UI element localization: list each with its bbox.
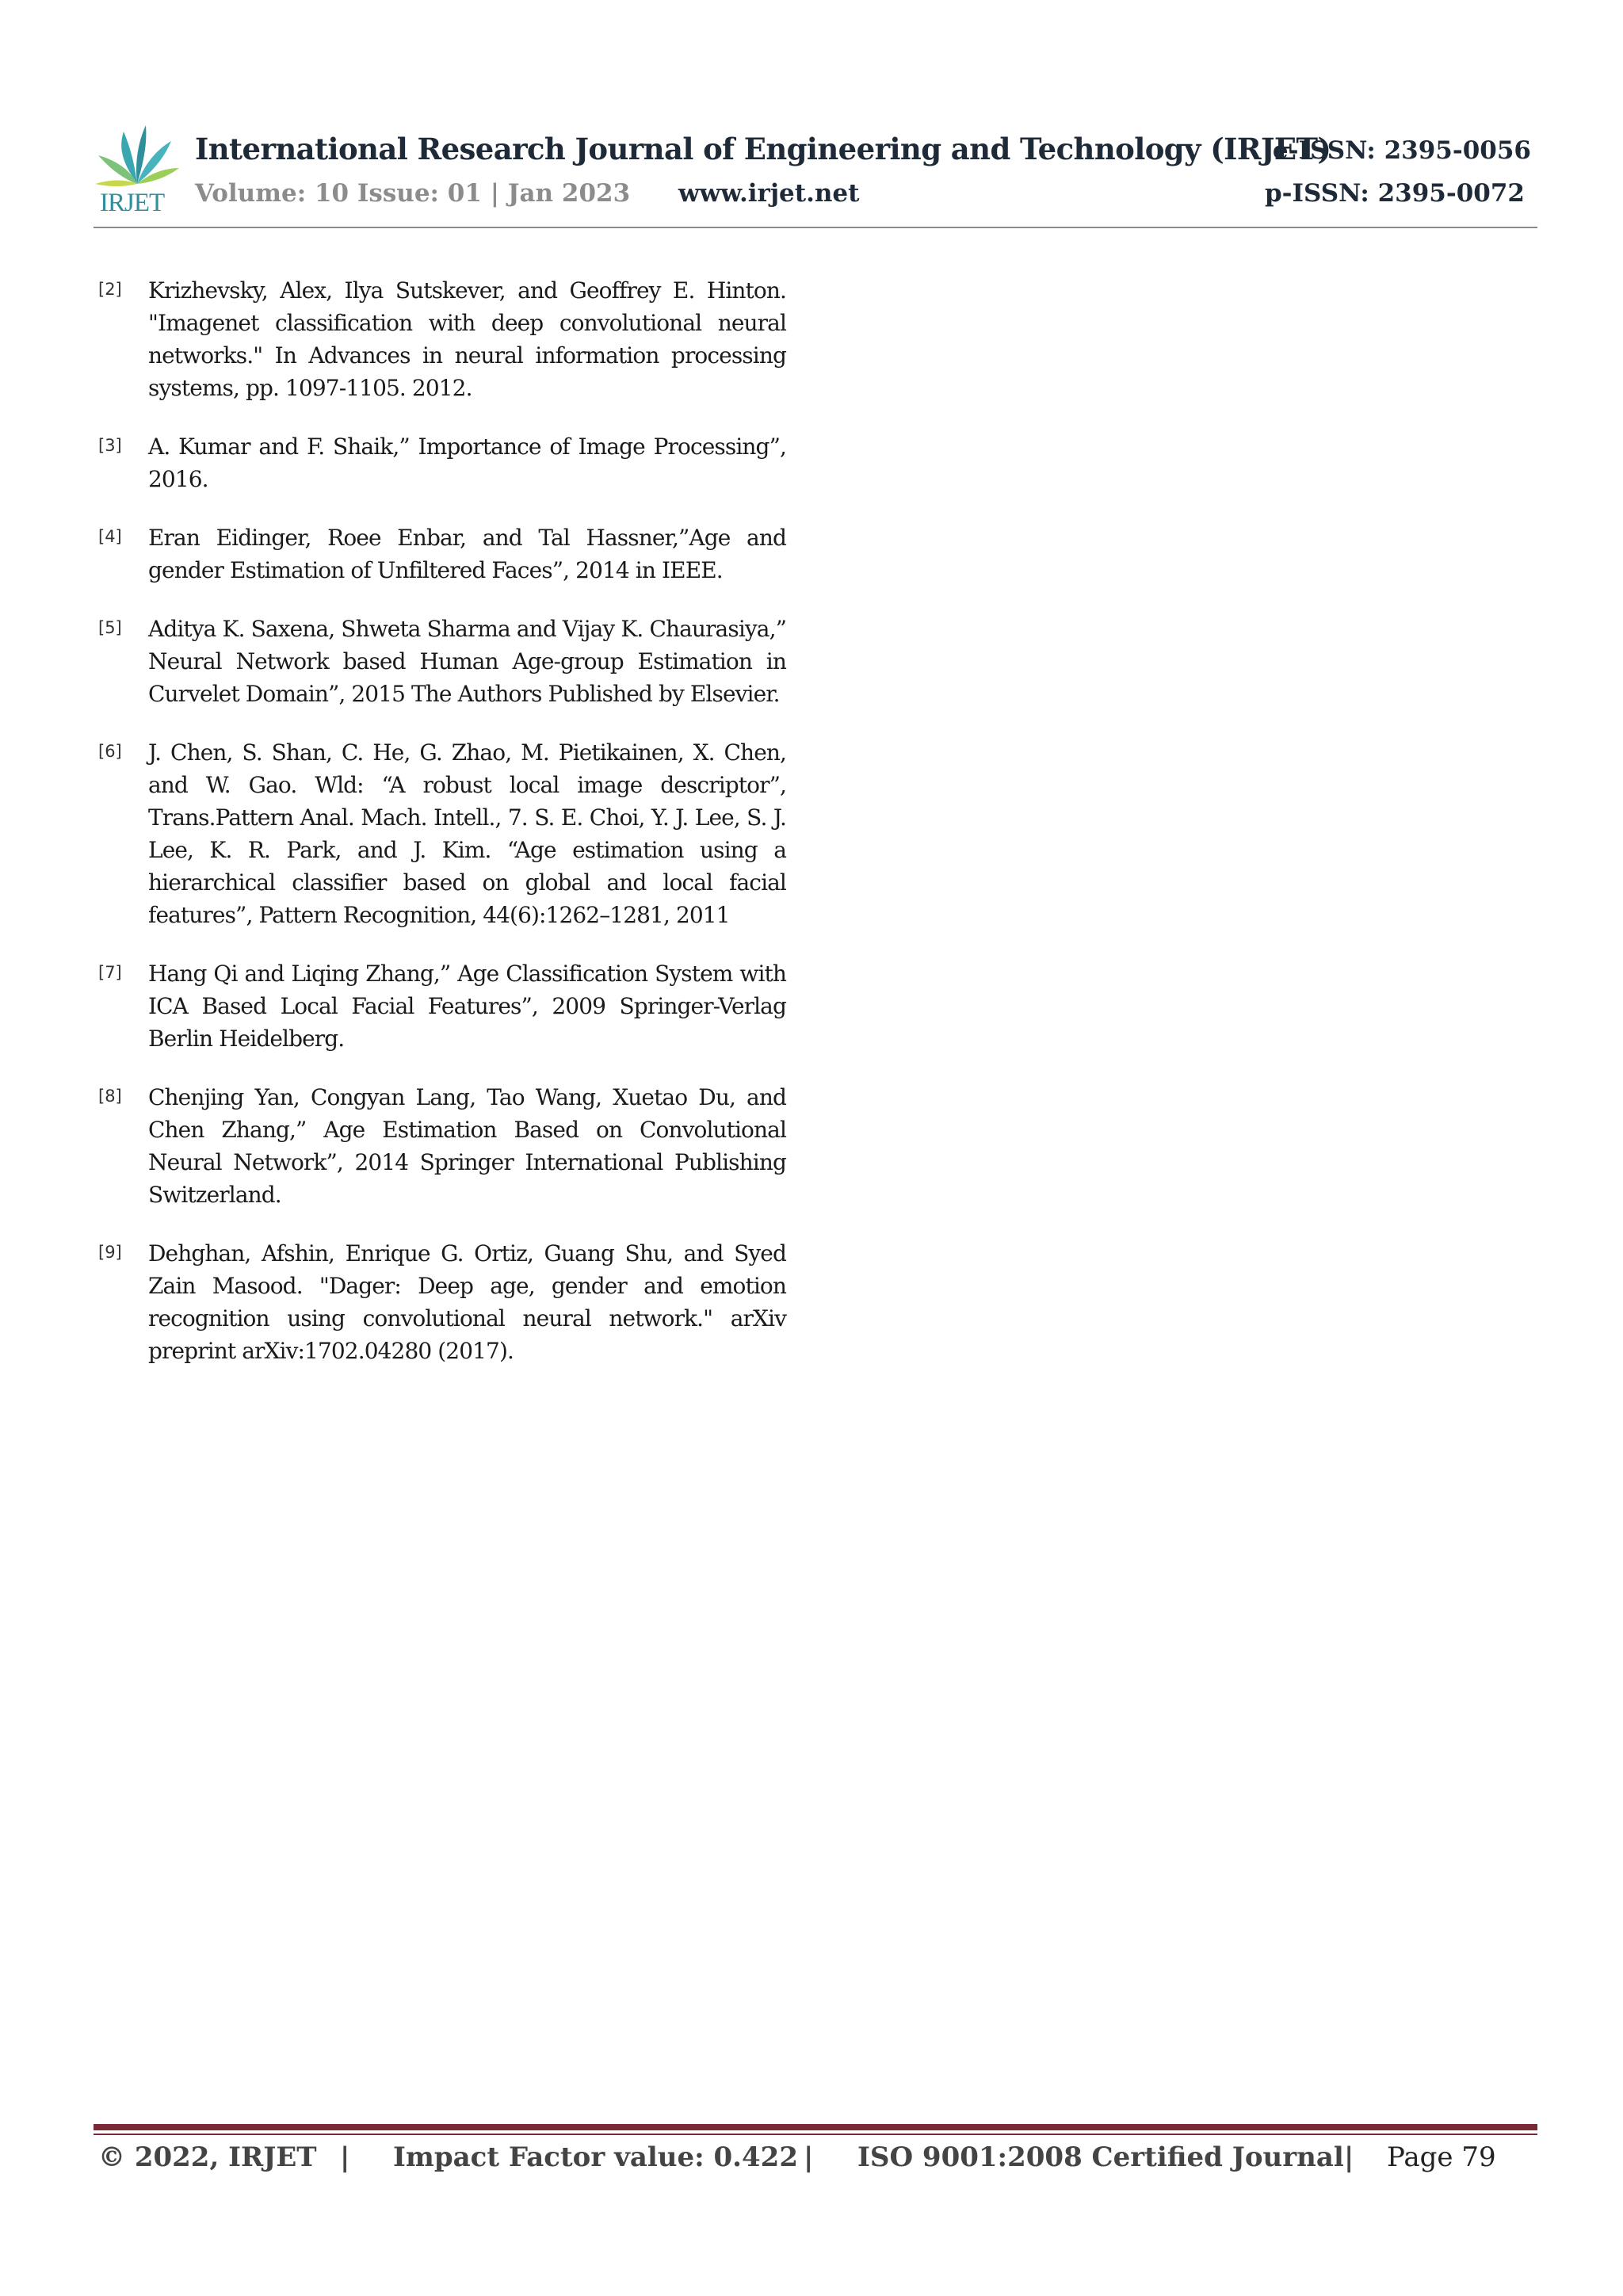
footer-divider-thick: [94, 2124, 1537, 2130]
irjet-logo-icon: [94, 119, 181, 218]
reference-item: [98, 957, 786, 1055]
footer-separator: |: [340, 2141, 350, 2173]
header-divider: [94, 227, 1537, 228]
reference-text: Krizhevsky, Alex, Ilya Sutskever, and Geoffrey E. Hinton. "Imagenet classification with deep convolutional neural networks." In Advances in neural information processing systems, pp. 1097-1105. 2012.: [148, 277, 786, 401]
reference-item: [98, 736, 786, 931]
reference-text: Aditya K. Saxena, Shweta Sharma and Vijay K. Chaurasiya,” Neural Network based Human Age-group Estimation in Curvelet Domain”, 2015 The Authors Published by Elsevier.: [148, 616, 786, 707]
reference-number: [7]: [98, 963, 122, 982]
footer-impact-factor: Impact Factor value: 0.422: [393, 2141, 798, 2173]
footer-separator: |: [1344, 2141, 1354, 2173]
reference-text: Hang Qi and Liqing Zhang,” Age Classification System with ICA Based Local Facial Features”, 2009 Springer-Verlag Berlin Heidelberg.: [148, 961, 786, 1052]
reference-number: [5]: [98, 618, 122, 637]
reference-item: [98, 274, 786, 404]
reference-number: [4]: [98, 527, 122, 546]
page-number: Page 79: [1387, 2141, 1496, 2173]
footer-separator: |: [804, 2141, 814, 2173]
reference-item: [98, 1237, 786, 1367]
reference-item: [98, 1081, 786, 1211]
journal-title: International Research Journal of Engineering and Technology (IRJET): [195, 132, 1331, 166]
reference-number: [6]: [98, 742, 122, 761]
logo-wordmark: IRJET: [100, 189, 165, 217]
reference-number: [3]: [98, 436, 122, 455]
reference-item: [98, 613, 786, 710]
footer-iso-certification: ISO 9001:2008 Certified Journal: [857, 2141, 1344, 2173]
reference-item: [98, 521, 786, 586]
reference-text: A. Kumar and F. Shaik,” Importance of Image Processing”, 2016.: [148, 434, 786, 492]
reference-text: Eran Eidinger, Roee Enbar, and Tal Hassner,”Age and gender Estimation of Unfiltered Faces”, 2014 in IEEE.: [148, 525, 786, 583]
reference-item: [98, 430, 786, 495]
reference-text: J. Chen, S. Shan, C. He, G. Zhao, M. Pietikainen, X. Chen, and W. Gao. Wld: “A robust local image descriptor”, Trans.Pattern Anal. Mach. Intell., 7. S. E. Choi, Y. J. Lee, S. J. Lee, K. R. Park, and J. Kim. “Age estimation using a hierarchical classifier based on global and local facial features”, Pattern Recognition, 44(6):1262–1281, 2011: [148, 739, 786, 928]
reference-number: [9]: [98, 1243, 122, 1262]
e-issn: e-ISSN: 2395-0056: [1272, 136, 1531, 165]
reference-text: Chenjing Yan, Congyan Lang, Tao Wang, Xuetao Du, and Chen Zhang,” Age Estimation Based on Convolutional Neural Network”, 2014 Springer International Publishing Switzerland.: [148, 1084, 786, 1208]
volume-issue: Volume: 10 Issue: 01 | Jan 2023: [195, 179, 631, 208]
references-list: [98, 274, 786, 1393]
journal-header: [94, 111, 1537, 230]
reference-number: [2]: [98, 280, 122, 299]
reference-number: [8]: [98, 1087, 122, 1106]
footer-divider-thin: [94, 2134, 1537, 2135]
journal-website-link[interactable]: www.irjet.net: [678, 179, 860, 208]
reference-text: Dehghan, Afshin, Enrique G. Ortiz, Guang Shu, and Syed Zain Masood. "Dager: Deep age, gender and emotion recognition using convolutional neural network." arXiv preprint arXiv:1702.04280 (2017).: [148, 1240, 786, 1364]
footer-copyright: © 2022, IRJET: [98, 2141, 317, 2173]
p-issn: p-ISSN: 2395-0072: [1264, 179, 1525, 208]
